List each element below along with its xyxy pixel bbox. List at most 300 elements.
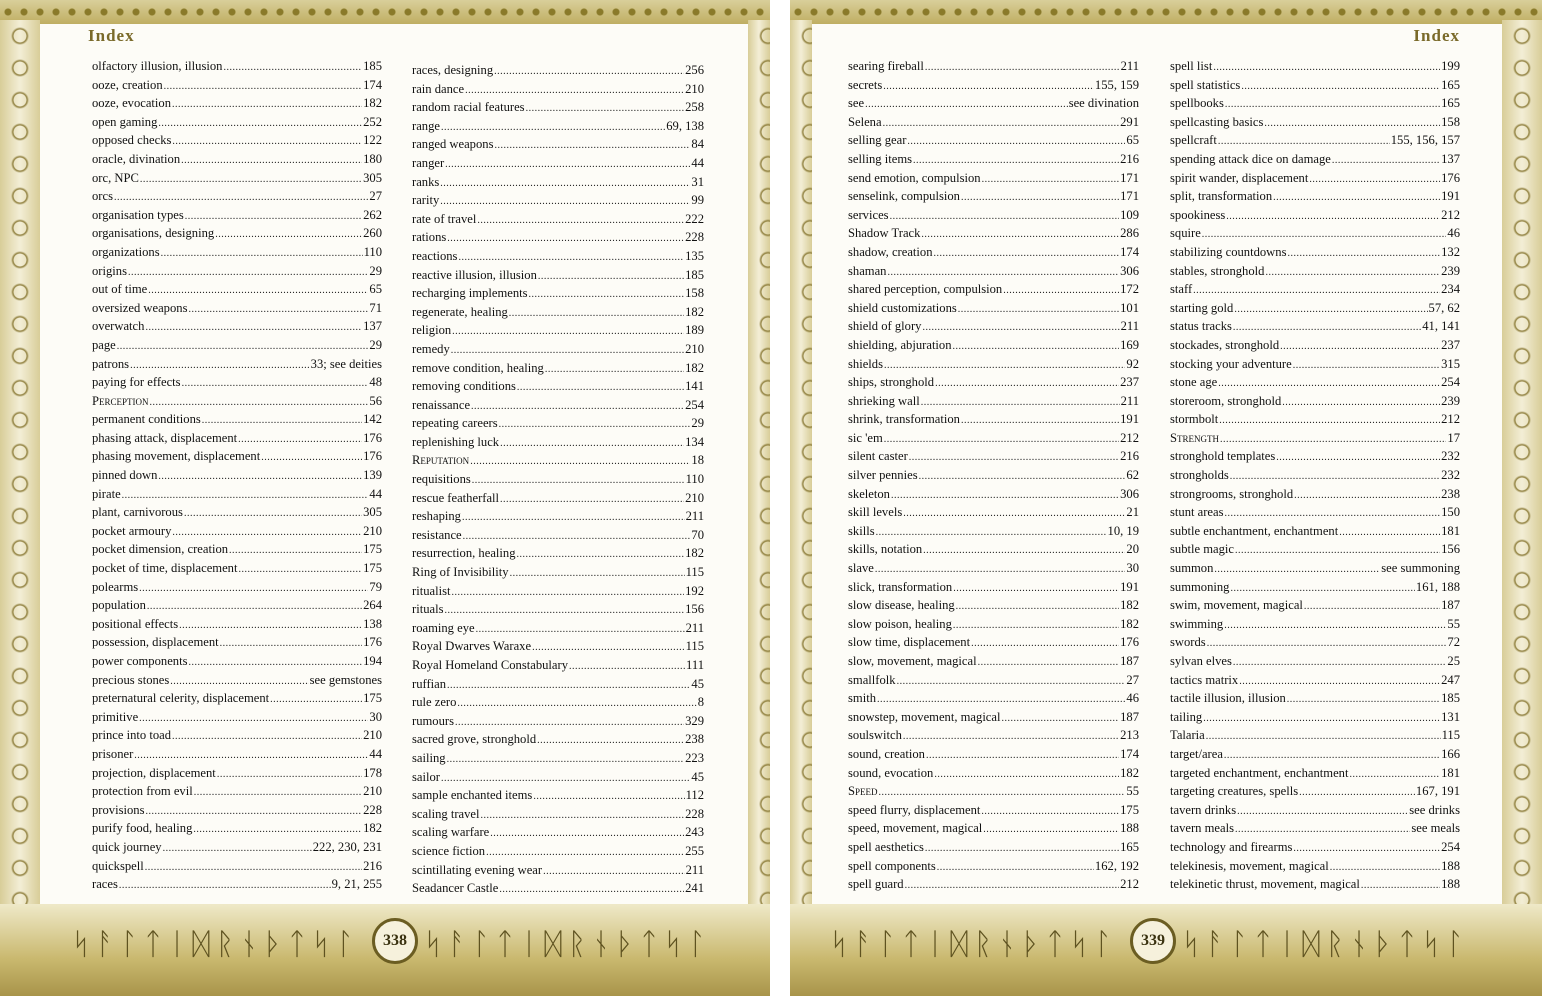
index-term: snowstep, movement, magical [848,709,1001,724]
index-page-ref: 189 [685,323,704,338]
index-page-ref: 252 [363,114,382,129]
index-page-ref: 185 [685,267,704,282]
index-term: silent caster [848,449,908,464]
index-page-ref: 211 [685,509,704,524]
dot-leader [1287,245,1440,264]
dot-leader [499,416,691,435]
index-term: requisitions [412,472,471,487]
index-entry [92,224,382,243]
dot-leader [1276,449,1440,468]
dot-leader [1234,301,1427,320]
dot-leader [182,375,369,394]
index-entry [412,303,704,322]
index-entry [1170,392,1460,411]
index-page-ref: 238 [685,732,704,747]
dot-leader [270,691,362,710]
dot-leader [981,803,1119,822]
index-entry [412,154,704,173]
index-page-ref: 56 [369,393,382,408]
index-term: preternatural celerity, displacement [92,691,270,706]
index-entry [92,355,382,374]
index-entry [412,228,704,247]
index-term: stone age [1170,375,1218,390]
index-entry [92,559,382,578]
index-entry [412,321,704,340]
index-entry [848,224,1139,243]
index-entry [848,317,1139,336]
index-entry [412,414,704,433]
index-term: phasing attack, displacement [92,430,238,445]
dot-leader [447,677,690,696]
index-entry [848,782,1139,801]
index-entry [412,749,704,768]
dot-leader [961,189,1119,208]
index-term: swimming [1170,616,1224,631]
index-term: spell guard [848,877,904,892]
index-entry [848,447,1139,466]
index-page-ref: 122 [363,133,382,148]
index-term: oversized weapons [92,300,188,315]
index-entry [848,652,1139,671]
index-term: speed, movement, magical [848,821,983,836]
dot-leader [953,580,1119,599]
dot-leader [1287,691,1440,710]
dot-leader [538,268,684,287]
index-entry [92,410,382,429]
index-page-ref: 134 [685,434,704,449]
index-page-ref: 211 [1120,319,1139,334]
index-entry [848,578,1139,597]
index-page-ref: 222, 230, 231 [312,839,382,854]
index-term: spell statistics [1170,77,1241,92]
index-page-ref: 172 [1120,282,1139,297]
index-term: ruffian [412,676,447,691]
index-term: scaling travel [412,806,480,821]
index-entry [92,262,382,281]
index-page-ref: 44 [369,746,382,761]
index-entry [412,396,704,415]
index-term: permanent conditions [92,412,201,427]
dot-leader [220,635,362,654]
dot-leader [444,602,684,621]
index-entry [92,299,382,318]
index-entry [848,131,1139,150]
dot-leader [119,877,331,896]
index-page-ref: 187 [1120,709,1139,724]
dot-leader [1002,710,1120,729]
index-page-ref: 228 [685,230,704,245]
index-term: spellbooks [1170,96,1224,111]
index-entry [412,823,704,842]
index-page-ref: 150 [1441,505,1460,520]
index-term: spending attack dice on damage [1170,151,1331,166]
index-page-ref: 158 [1441,114,1460,129]
index-entry [848,819,1139,838]
index-page-ref: 101 [1120,300,1139,315]
index-entry [412,173,704,192]
index-term: squire [1170,226,1201,241]
index-entry [412,563,704,582]
dot-leader [1299,784,1415,803]
index-term: resistance [412,527,462,542]
index-term: slick, transformation [848,579,953,594]
rune-band-left: ᛋᚨᛚᛏᛁᛞᚱᚾᚦᛏᛋᛚ [830,926,1118,962]
index-term: shadow, creation [848,244,933,259]
index-entry [848,113,1139,132]
index-page-ref: 238 [1441,486,1460,501]
index-entry [848,689,1139,708]
index-page-ref: 232 [1441,449,1460,464]
index-term: shield of glory [848,319,922,334]
index-page-ref: 223 [685,750,704,765]
index-term: see [848,96,865,111]
dot-leader [883,78,1094,97]
index-term: remove condition, healing [412,360,544,375]
index-term: ooze, creation [92,77,163,92]
index-entry [92,169,382,188]
dot-leader [922,319,1119,338]
index-entry [412,600,704,619]
index-page-ref: 222 [685,211,704,226]
index-entry [412,489,704,508]
index-term: rarity [412,193,440,208]
dot-leader [905,877,1120,896]
index-term: telekinetic thrust, movement, magical [1170,877,1360,892]
index-entry [92,540,382,559]
dot-leader [158,468,362,487]
dot-leader [472,472,685,491]
index-entry [848,429,1139,448]
index-entry [848,708,1139,727]
index-entry [1170,373,1460,392]
dot-leader [1282,394,1440,413]
index-entry [1170,76,1460,95]
index-term: out of time [92,282,148,297]
index-term: replenishing luck [412,434,500,449]
index-term: stronghold templates [1170,449,1276,464]
index-page-ref: 174 [1120,244,1139,259]
dot-leader [494,137,690,156]
index-page-ref: 306 [1120,263,1139,278]
index-page-ref: 31 [691,174,704,189]
inner-side-ornament [790,20,812,916]
index-entry [412,786,704,805]
dot-leader [440,193,690,212]
index-entry [92,633,382,652]
index-term: staff [1170,282,1193,297]
dot-leader [1304,598,1440,617]
index-term: opposed checks [92,133,172,148]
index-column-1 [92,57,382,894]
index-page-ref: 17 [1447,430,1460,445]
index-entry [848,485,1139,504]
index-page-ref: 191 [1120,412,1139,427]
dot-leader [229,542,362,561]
index-entry [92,485,382,504]
index-entry [1170,224,1460,243]
index-page-ref: 65 [369,282,382,297]
index-term: quick journey [92,839,162,854]
dot-leader [471,398,684,417]
index-term: swords [1170,635,1206,650]
index-term: telekinesis, movement, magical [1170,858,1329,873]
index-page-ref: 239 [1441,393,1460,408]
index-entry [412,470,704,489]
index-term: spirit wander, displacement [1170,170,1309,185]
index-term: stables, stronghold [1170,263,1265,278]
dot-leader [1219,412,1440,431]
index-term: polearms [92,579,139,594]
index-entry [848,726,1139,745]
dot-leader [926,747,1119,766]
dot-leader [545,361,684,380]
index-entry [848,299,1139,318]
index-term: organizations [92,244,160,259]
index-page-ref: 211 [1120,393,1139,408]
index-page-ref: 175 [363,542,382,557]
index-page-ref: 182 [685,360,704,375]
index-page-ref: 176 [363,430,382,445]
index-page-ref: 175 [363,561,382,576]
index-term: spell list [1170,59,1213,73]
index-entry [92,317,382,336]
index-term: possession, displacement [92,635,219,650]
index-term: rations [412,230,447,245]
index-term: population [92,598,146,613]
index-entry [1170,466,1460,485]
dot-leader [1265,264,1440,283]
index-column-2 [1170,57,1460,894]
dot-leader [919,468,1126,487]
index-entry [412,80,704,99]
index-term: slow, movement, magical [848,654,977,668]
index-page-ref: 162, 192 [1094,858,1139,873]
dot-leader [961,412,1119,431]
index-term: strongholds [1170,468,1229,483]
index-term: religion [412,323,452,338]
index-term: olfactory illusion, illusion [92,59,223,73]
index-term: sailor [412,769,440,784]
index-column-2 [412,61,704,898]
index-entry [92,373,382,392]
index-term: Royal Dwarves Waraxe [412,639,532,654]
index-page-ref: 99 [691,193,704,208]
index-page-ref: 182 [1120,616,1139,631]
dot-leader [907,133,1125,152]
index-page-ref: 182 [685,304,704,319]
dot-leader [1361,877,1440,896]
index-page-ref: 182 [685,546,704,561]
index-term: races, designing [412,63,494,77]
index-entry [848,169,1139,188]
index-term: scaling warfare [412,825,490,840]
index-page-ref: see meals [1411,821,1460,836]
index-entry [412,359,704,378]
dot-leader [925,840,1119,859]
index-page-ref: 256 [685,63,704,77]
index-term: scintillating evening wear [412,862,543,877]
index-entry [848,838,1139,857]
index-term: spellcraft [1170,133,1217,148]
dot-leader [923,542,1125,561]
dot-leader [958,301,1119,320]
index-entry [1170,671,1460,690]
index-page-ref: 185 [1441,691,1460,706]
index-term: stocking your adventure [1170,356,1292,371]
index-entry [848,540,1139,559]
dot-leader [499,881,684,900]
index-entry [848,466,1139,485]
index-entry [1170,838,1460,857]
index-entry [92,392,382,411]
index-page-ref: 111 [686,658,704,672]
index-term: removing conditions [412,379,516,394]
index-entry [92,615,382,634]
index-term: quickspell [92,858,144,873]
index-term: power components [92,654,188,668]
index-entry [92,429,382,448]
index-entry [92,745,382,764]
index-entry [412,507,704,526]
index-entry [1170,429,1460,448]
index-page-ref: 9, 21, 255 [331,877,382,892]
index-page-ref: 258 [685,100,704,115]
index-entry [412,61,704,80]
index-page-ref: 110 [685,472,704,487]
index-entry [412,191,704,210]
dot-leader [903,505,1125,524]
index-entry [412,135,704,154]
index-page-ref: 210 [685,81,704,96]
index-page-ref: 176 [363,449,382,464]
index-page-ref: 175 [363,691,382,706]
index-page-ref: 27 [369,189,382,204]
index-page-ref: 27 [1126,672,1139,687]
index-page-ref: 137 [363,319,382,334]
dot-leader [533,788,684,807]
index-entry [1170,819,1460,838]
index-page-ref: 191 [1120,579,1139,594]
dot-leader [1203,710,1440,729]
index-page-ref: 241 [685,881,704,896]
index-term: shaman [848,263,887,278]
index-term: repeating careers [412,416,498,431]
index-entry [1170,652,1460,671]
dot-leader [1226,208,1440,227]
dot-leader [145,859,362,878]
index-entry [848,522,1139,541]
index-term: range [412,118,440,133]
index-entry [1170,206,1460,225]
index-page-ref: 211 [685,862,704,877]
index-entry [1170,708,1460,727]
index-term: smallfolk [848,672,896,687]
index-term: races [92,877,118,892]
index-page-ref: 216 [1120,151,1139,166]
index-page-ref: 30 [1126,561,1139,576]
dot-leader [978,654,1120,673]
index-page-ref: 135 [685,248,704,263]
index-entry [92,150,382,169]
index-entry [412,266,704,285]
dot-leader [194,784,362,803]
index-page-ref: 210 [363,523,382,538]
dot-leader [1332,152,1440,171]
index-term: tavern drinks [1170,802,1237,817]
dot-leader [462,509,685,528]
index-term: ranger [412,155,445,170]
index-term: Royal Homeland Constabulary [412,658,568,672]
index-entry [1170,689,1460,708]
index-page-ref: 329 [685,713,704,728]
dot-leader [215,226,362,245]
index-term: ooze, evocation [92,96,172,111]
dot-leader [1224,617,1446,636]
dot-leader [440,175,690,194]
index-entry [1170,726,1460,745]
index-term: recharging implements [412,286,528,301]
dot-leader [447,751,685,770]
dot-leader [526,100,685,119]
index-page-ref: 315 [1441,356,1460,371]
index-page-ref: 142 [363,412,382,427]
index-page-ref: 176 [363,635,382,650]
dot-leader [509,305,684,324]
index-term: services [848,207,889,222]
index-entry [1170,615,1460,634]
index-term: targeted enchantment, enchantment [1170,765,1349,780]
index-entry [92,838,382,857]
index-term: send emotion, compulsion [848,170,981,185]
dot-leader [934,245,1120,264]
dot-leader [163,840,312,859]
index-page-ref: 171 [1120,170,1139,185]
index-term: spookiness [1170,207,1226,222]
dot-leader [447,230,684,249]
index-page-ref: 165 [1441,77,1460,92]
index-term: pocket of time, displacement [92,561,238,576]
index-term: rate of travel [412,211,477,226]
index-page-ref: 29 [369,337,382,352]
index-page-ref: 210 [363,728,382,743]
index-entry [92,819,382,838]
index-entry [92,113,382,132]
index-page-ref: 176 [1441,170,1460,185]
index-term: Perception [92,393,149,408]
index-term: starting gold [1170,300,1234,315]
dot-leader [184,505,362,524]
index-entry [412,340,704,359]
dot-leader [890,208,1120,227]
index-term: ships, stronghold [848,375,935,390]
index-term: subtle magic [1170,542,1235,557]
index-term: split, transformation [1170,189,1273,204]
index-page-ref: 239 [1441,263,1460,278]
index-term: shared perception, compulsion [848,282,1003,297]
index-term: reactions [412,248,458,263]
index-term: patrons [92,356,130,371]
index-term: skills [848,523,875,538]
dot-leader [982,171,1120,190]
top-border-ornament [790,0,1542,24]
dot-leader [1241,78,1440,97]
index-term: tactile illusion, illusion [1170,691,1286,706]
index-term: orcs [92,189,113,204]
index-page-ref: 48 [369,375,382,390]
index-entry [412,377,704,396]
index-entry [848,373,1139,392]
dot-leader [445,156,690,175]
